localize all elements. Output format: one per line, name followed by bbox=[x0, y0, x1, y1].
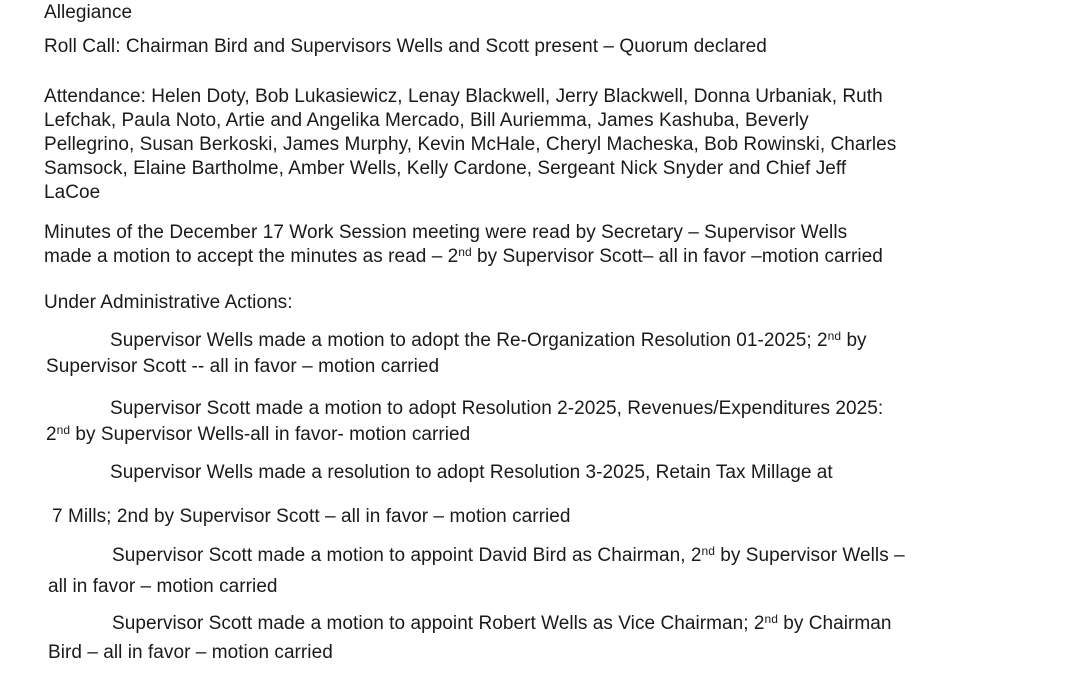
action-line: Supervisor Scott made a motion to adopt Resolution 2-2025, Revenues/Expenditures 2025: bbox=[110, 398, 884, 419]
action-line: Supervisor Wells made a motion to adopt the Re-Organization Resolution 01-2025; 2nd by bbox=[110, 329, 867, 351]
allegiance-fragment: Allegiance bbox=[44, 2, 133, 23]
action-line: all in favor – motion carried bbox=[48, 576, 278, 597]
action-line: Supervisor Scott made a motion to appoint Robert Wells as Vice Chairman; 2nd by Chairman bbox=[112, 612, 892, 634]
attendance-line: Pellegrino, Susan Berkoski, James Murphy, Kevin McHale, Cheryl Macheska, Bob Rowinski, Charles bbox=[44, 134, 897, 155]
attendance-line: LaCoe bbox=[44, 182, 101, 203]
minutes-line: Minutes of the December 17 Work Session meeting were read by Secretary – Supervisor Wells bbox=[44, 222, 848, 243]
action-line: Supervisor Scott made a motion to appoint David Bird as Chairman, 2nd by Supervisor Wells – bbox=[112, 544, 905, 566]
action-line: 7 Mills; 2nd by Supervisor Scott – all in favor – motion carried bbox=[52, 506, 571, 527]
attendance-line: Lefchak, Paula Noto, Artie and Angelika Mercado, Bill Auriemma, James Kashuba, Beverly bbox=[44, 110, 809, 131]
action-line: Bird – all in favor – motion carried bbox=[48, 642, 333, 663]
administrative-actions-heading: Under Administrative Actions: bbox=[44, 292, 293, 313]
roll-call-line: Roll Call: Chairman Bird and Supervisors Wells and Scott present – Quorum declared bbox=[44, 36, 767, 57]
attendance-line: Samsock, Elaine Bartholme, Amber Wells, Kelly Cardone, Sergeant Nick Snyder and Chief Jeff bbox=[44, 158, 847, 179]
action-line: 2nd by Supervisor Wells-all in favor- motion carried bbox=[46, 423, 471, 445]
attendance-line: Attendance: Helen Doty, Bob Lukasiewicz, Lenay Blackwell, Jerry Blackwell, Donna Urbaniak, Ruth bbox=[44, 86, 883, 107]
action-line: Supervisor Wells made a resolution to adopt Resolution 3-2025, Retain Tax Millage at bbox=[110, 462, 833, 483]
action-line: Supervisor Scott -- all in favor – motion carried bbox=[46, 356, 440, 377]
minutes-line: made a motion to accept the minutes as read – 2nd by Supervisor Scott– all in favor –motion carried bbox=[44, 245, 883, 267]
